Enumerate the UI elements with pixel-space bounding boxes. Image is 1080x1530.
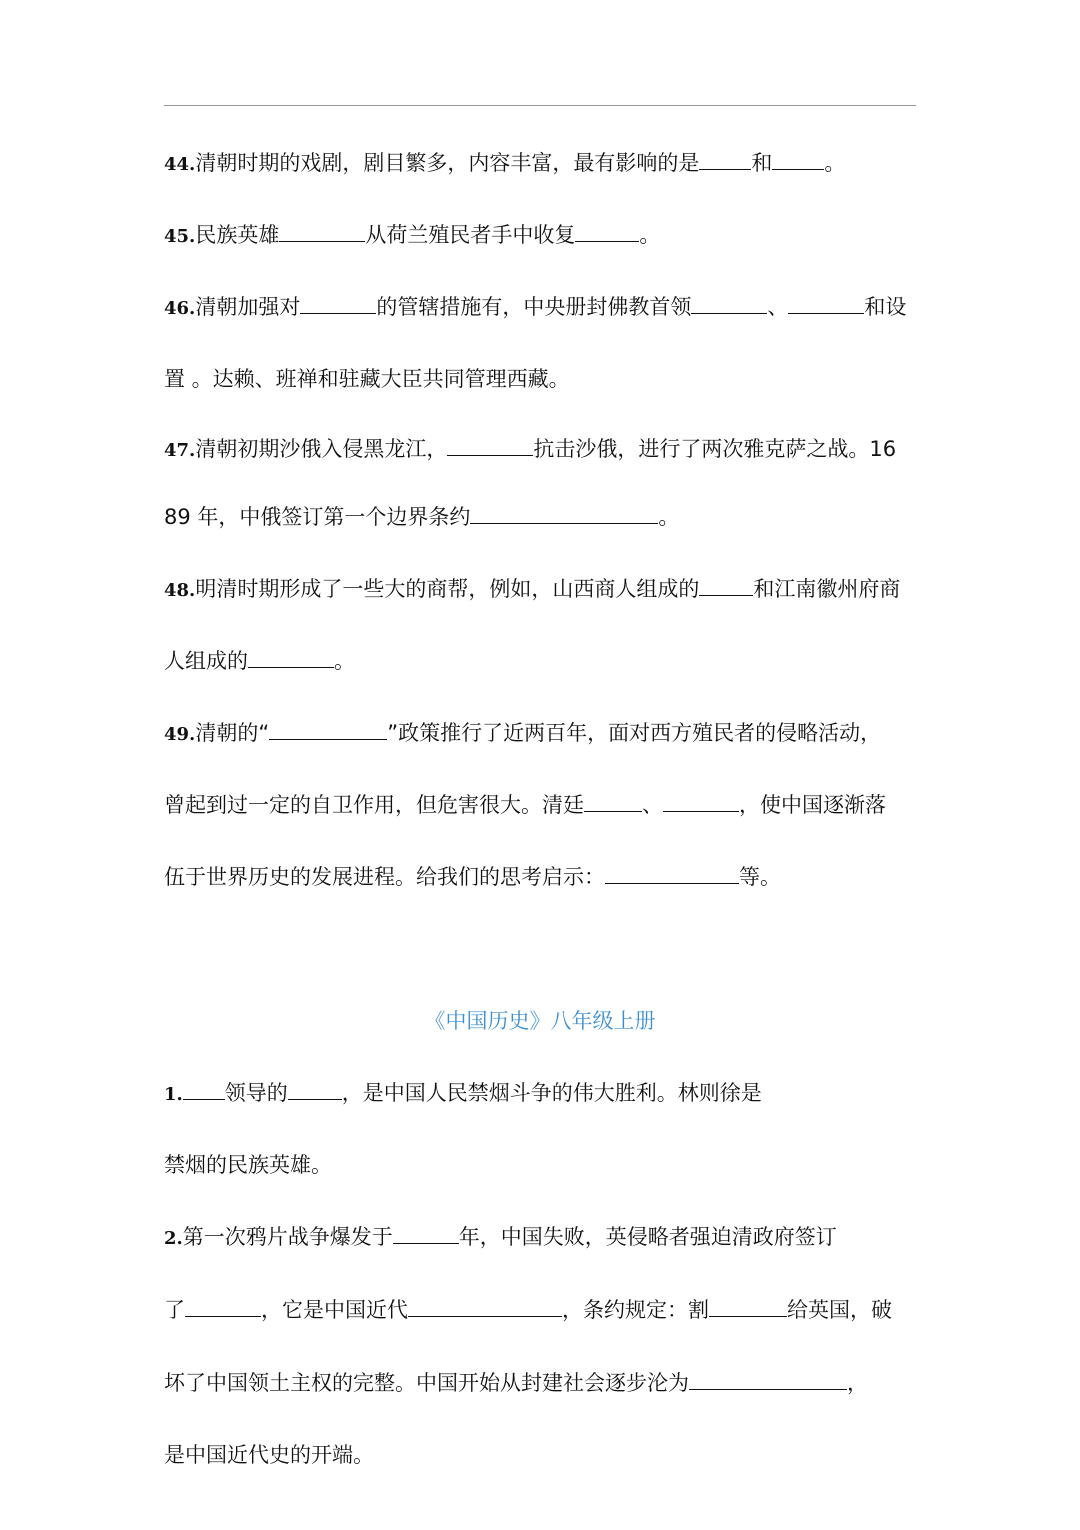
answer-blank[interactable]	[575, 221, 639, 242]
question-number: 44.	[164, 154, 196, 175]
question-number: 2.	[164, 1228, 183, 1249]
question-text: ”政策推行了近两百年，面对西方殖民者的侵略活动，	[387, 721, 882, 745]
question-text: 给英国，破	[787, 1298, 892, 1322]
answer-blank[interactable]	[300, 293, 376, 314]
answer-blank[interactable]	[605, 863, 739, 884]
question-text: 民族英雄	[195, 223, 280, 247]
question-46-continued: 置 。达赖、班禅和驻藏大臣共同管理西藏。	[164, 367, 570, 391]
question-text: ，是中国人民禁烟斗争的伟大胜利。林则徐是	[341, 1081, 762, 1105]
answer-blank[interactable]	[408, 1296, 562, 1317]
question-text: 明清时期形成了一些大的商帮，例如，山西商人组成的	[195, 577, 700, 601]
question-text: 清朝的“	[195, 721, 270, 745]
question-text: 、	[767, 295, 789, 319]
question-s1-continued: 禁烟的民族英雄。	[164, 1153, 332, 1177]
question-44	[164, 148, 924, 180]
question-text: 、	[642, 793, 663, 817]
question-text: 了	[164, 1298, 185, 1322]
question-47-continued	[164, 502, 924, 532]
answer-blank[interactable]	[691, 293, 767, 314]
question-45	[164, 220, 924, 252]
question-text: 和	[751, 151, 773, 175]
answer-blank[interactable]	[447, 435, 533, 456]
answer-blank[interactable]	[663, 791, 739, 812]
question-number: 48.	[164, 580, 196, 601]
question-49-continued-2	[164, 862, 924, 892]
question-text: 曾起到过一定的自卫作用，但危害很大。清廷	[164, 793, 584, 817]
answer-blank[interactable]	[185, 1296, 261, 1317]
question-text: ，它是中国近代	[261, 1298, 408, 1322]
answer-blank[interactable]	[269, 719, 387, 740]
question-text: 领导的	[224, 1081, 288, 1105]
question-text: 和设	[864, 295, 907, 319]
question-text: ，	[847, 1371, 868, 1395]
answer-blank[interactable]	[772, 149, 824, 170]
answer-blank[interactable]	[699, 575, 753, 596]
question-number: 49.	[164, 724, 196, 745]
question-s1	[164, 1078, 924, 1110]
question-text: ，条约规定：割	[562, 1298, 709, 1322]
question-text: 89 年，中俄签订第一个边界条约	[164, 505, 471, 529]
question-s2-continued	[164, 1295, 924, 1325]
question-text: 抗击沙俄，进行了两次雅克萨之战。16	[533, 437, 897, 461]
answer-blank[interactable]	[699, 149, 751, 170]
question-text: 坏了中国领土主权的完整。中国开始从封建社会逐步沦为	[164, 1371, 689, 1395]
header-rule	[164, 105, 916, 106]
question-text: 等。	[739, 865, 781, 889]
question-text: 清朝时期的戏剧，剧目繁多，内容丰富，最有影响的是	[195, 151, 700, 175]
question-text: 人组成的	[164, 649, 248, 673]
question-number: 47.	[164, 440, 196, 461]
answer-blank[interactable]	[288, 1079, 342, 1100]
question-text: 清朝初期沙俄入侵黑龙江，	[195, 437, 448, 461]
question-s2	[164, 1222, 924, 1254]
question-number: 46.	[164, 298, 196, 319]
answer-blank[interactable]	[709, 1296, 787, 1317]
answer-blank[interactable]	[248, 647, 334, 668]
question-46	[164, 292, 924, 324]
answer-blank[interactable]	[393, 1223, 459, 1244]
question-s2-continued-3: 是中国近代史的开端。	[164, 1443, 374, 1467]
question-text: 。	[658, 505, 680, 529]
question-49-continued	[164, 790, 924, 820]
answer-blank[interactable]	[689, 1369, 847, 1390]
answer-blank[interactable]	[788, 293, 864, 314]
question-text: 。	[824, 151, 846, 175]
answer-blank[interactable]	[183, 1079, 225, 1100]
question-s2-continued-2	[164, 1368, 924, 1398]
question-text: 年，中国失败，英侵略者强迫清政府签订	[458, 1225, 837, 1249]
question-text: 的管辖措施有，中央册封佛教首领	[376, 295, 692, 319]
question-47	[164, 434, 924, 466]
question-text: 从荷兰殖民者手中收复	[365, 223, 576, 247]
section-title: 《中国历史》八年级上册	[424, 1009, 656, 1033]
answer-blank[interactable]	[470, 503, 658, 524]
answer-blank[interactable]	[584, 791, 642, 812]
question-text: 。	[334, 649, 355, 673]
question-number: 1.	[164, 1084, 183, 1105]
question-text: 伍于世界历史的发展进程。给我们的思考启示：	[164, 865, 605, 889]
question-text: 。	[639, 223, 661, 247]
question-48-continued	[164, 646, 924, 676]
question-text: ，使中国逐渐落	[739, 793, 886, 817]
question-48	[164, 574, 924, 606]
question-text: 和江南徽州府商	[753, 577, 901, 601]
question-49	[164, 718, 924, 750]
question-number: 45.	[164, 226, 196, 247]
question-text: 第一次鸦片战争爆发于	[182, 1225, 393, 1249]
answer-blank[interactable]	[279, 221, 365, 242]
question-text: 清朝加强对	[195, 295, 301, 319]
